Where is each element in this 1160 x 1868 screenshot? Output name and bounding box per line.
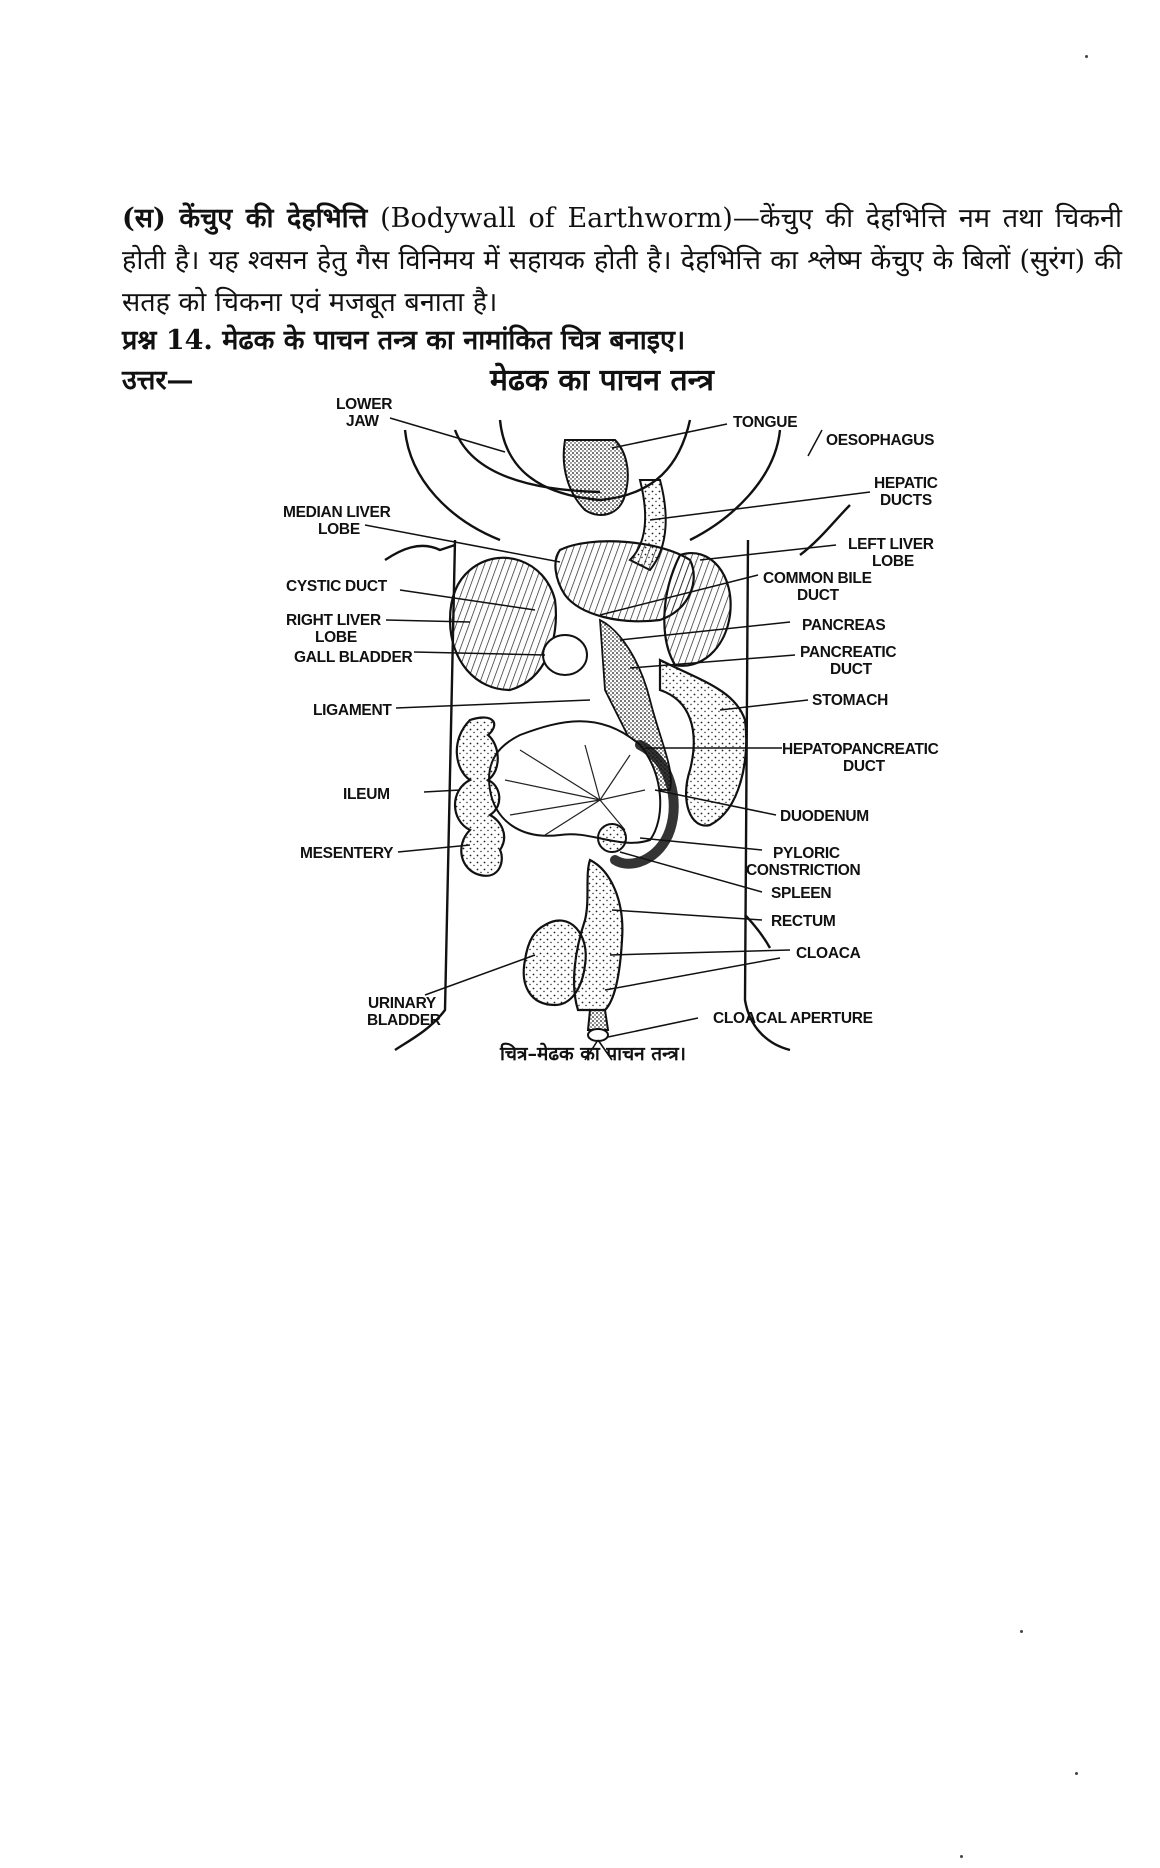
- label-cloaca: CLOACA: [796, 945, 861, 962]
- tongue-shape: [564, 440, 628, 515]
- left-liver-lobe-shape: [664, 553, 730, 666]
- gall-bladder-shape: [543, 635, 587, 675]
- label-rectum: RECTUM: [771, 913, 836, 930]
- label-right-liver-lobe-line2: LOBE: [315, 629, 357, 646]
- answer-label: उत्तर—: [122, 365, 194, 396]
- label-tongue: TONGUE: [733, 414, 798, 431]
- label-hepatopancreatic-duct-line1: HEPATOPANCREATIC: [782, 741, 939, 758]
- label-urinary-bladder-line2: BLADDER: [367, 1012, 441, 1029]
- label-lower-jaw-line1: LOWER: [336, 396, 393, 413]
- diagram-title: मेढक का पाचन तन्त्र: [490, 363, 714, 398]
- label-oesophagus: OESOPHAGUS: [826, 432, 935, 449]
- label-cystic-duct: CYSTIC DUCT: [286, 578, 387, 595]
- paragraph-heading: (स) केंचुए की देहभित्ति: [122, 203, 368, 234]
- paragraph-body: —केंचुए की देहभित्ति नम तथा चिकनी होती है। यह श्वसन हेतु गैस विनिमय में सहायक होती है। देहभित्ति का श्लेष्म केंचुए के बिलों (सुरंग) की सतह को चिकना एवं मजबूत बनाता है।: [122, 203, 1123, 318]
- right-liver-lobe-shape: [450, 558, 556, 690]
- spleen-shape: [598, 824, 626, 852]
- label-gall-bladder: GALL BLADDER: [294, 649, 413, 666]
- label-cloacal-aperture: CLOACAL APERTURE: [713, 1010, 873, 1027]
- paragraph-english-term: (Bodywall of Earthworm): [367, 203, 733, 234]
- label-pyloric-constriction-line2: CONSTRICTION: [746, 862, 861, 879]
- label-pyloric-constriction-line1: PYLORIC: [773, 845, 840, 862]
- label-median-liver-lobe-line1: MEDIAN LIVER: [283, 504, 391, 521]
- label-right-liver-lobe-line1: RIGHT LIVER: [286, 612, 381, 629]
- scan-speck: [960, 1855, 963, 1858]
- label-pancreas: PANCREAS: [802, 617, 886, 634]
- label-stomach: STOMACH: [812, 692, 888, 709]
- label-lower-jaw-line2: JAW: [346, 413, 379, 430]
- scan-speck: [1085, 55, 1088, 58]
- label-pancreatic-duct-line2: DUCT: [830, 661, 872, 678]
- scan-speck: [1075, 1772, 1078, 1775]
- ileum-coils: [455, 718, 504, 876]
- label-hepatic-ducts-line2: DUCTS: [880, 492, 932, 509]
- label-common-bile-duct-line2: DUCT: [797, 587, 839, 604]
- label-spleen: SPLEEN: [771, 885, 832, 902]
- label-mesentery: MESENTERY: [300, 845, 394, 862]
- urinary-bladder-shape: [524, 921, 586, 1005]
- label-pancreatic-duct-line1: PANCREATIC: [800, 644, 897, 661]
- label-duodenum: DUODENUM: [780, 808, 869, 825]
- cloaca-shape: [588, 1010, 608, 1030]
- label-left-liver-lobe-line2: LOBE: [872, 553, 914, 570]
- label-hepatopancreatic-duct-line2: DUCT: [843, 758, 885, 775]
- label-ileum: ILEUM: [343, 786, 390, 803]
- label-hepatic-ducts-line1: HEPATIC: [874, 475, 938, 492]
- label-median-liver-lobe-line2: LOBE: [318, 521, 360, 538]
- label-left-liver-lobe-line1: LEFT LIVER: [848, 536, 934, 553]
- figure-caption: चित्र–मेढक का पाचन तन्त्र।: [500, 1043, 686, 1065]
- label-ligament: LIGAMENT: [313, 702, 392, 719]
- question-14: प्रश्न 14. मेढक के पाचन तन्त्र का नामांकित चित्र बनाइए।: [122, 325, 686, 356]
- scan-speck: [1020, 1630, 1023, 1633]
- label-common-bile-duct-line1: COMMON BILE: [763, 570, 872, 587]
- label-urinary-bladder-line1: URINARY: [368, 995, 436, 1012]
